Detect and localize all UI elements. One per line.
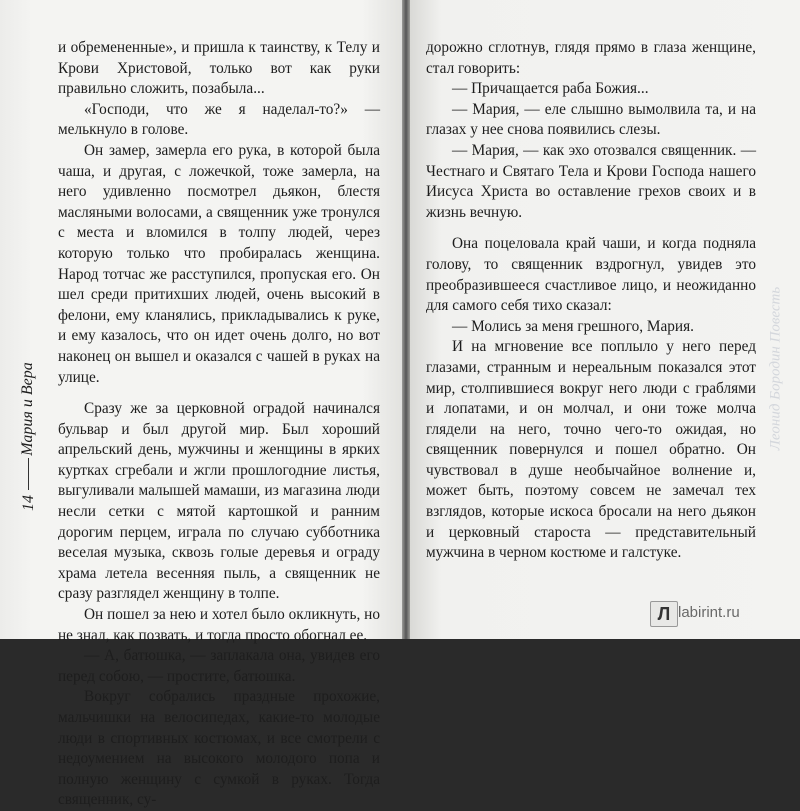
paragraph: И на мгновение все поплыло у него перед глазами, странным и нереальным показался этот мир, столпившиеся вокруг него люди с граблями и лопатами, и он молчал, и они тоже молча глядели на него, точно чего-то ожидая, но священник повернулся и пошел обратно. Он чувствовал в душе необычайное волнение и, может быть, поэтому совсем не замечал тех взглядов, которые искоса бросали на него дьякон и церковный староста — представительный мужчина в черном костюме и галстуке. <box>426 338 756 562</box>
left-body-text <box>58 38 380 811</box>
paragraph: Он замер, замерла его рука, в которой была чаша, и другая, с ложечкой, тоже замерла, на него удивленно посмотрел дьякон, блестя масляными волосами, а священник уже тронулся с места и вломился в толпу людей, через которую только что пробиралась женщина. Народ тотчас же расступился, пропуская его. Он шел среди притихших людей, очень высокий в фелони, ему кланялись, прикладывались к руке, и ему казалось, что он идет очень долго, но вот наконец он вышел и оказался с чашей в руках на улице. <box>58 141 380 386</box>
watermark-text: labirint.ru <box>678 604 740 621</box>
paragraph: дорожно сглотнув, глядя прямо в глаза женщине, стал говорить: <box>426 39 756 77</box>
paragraph: — Молись за меня грешного, Мария. <box>452 317 694 335</box>
paragraph: Он пошел за нею и хотел было окликнуть, но не знал, как позвать, и тогда просто обогнал ее. <box>58 606 380 644</box>
right-page <box>410 0 800 639</box>
paragraph: Вокруг собрались праздные прохожие, мальчишки на велосипедах, какие-то молодые люди в спортивных костюмах, и все смотрели с недоумением на высокого молодого попа и полную женщину с сумкой в руках. Тогда священник, су- <box>58 688 380 809</box>
right-body-text <box>426 38 756 564</box>
paragraph: — Мария, — еле слышно вымолвила та, и на глазах у нее снова появились слезы. <box>426 100 756 139</box>
show-through-label: Леонид Бородин Повесть <box>767 286 784 451</box>
paragraph: — Мария, — как эхо отозвался священник. — Честнаго и Святаго Тела и Крови Господа нашего Иисуса Христа во оставление грехов своих и в жизнь вечную. <box>426 141 756 221</box>
paragraph: Она поцеловала край чаши, и когда подняла голову, то священник вздрогнул, увидев это преобразившееся счастливое лицо, и неожиданно для самого себя тихо сказал: <box>426 235 756 315</box>
paragraph: — Причащается раба Божия... <box>452 80 649 98</box>
show-through-text <box>766 250 786 490</box>
running-title: Мария и Вера <box>19 362 36 456</box>
page-number: 14 <box>20 495 37 511</box>
paragraph: Сразу же за церковной оградой начинался бульвар и был другой мир. Был хороший апрельский день, мужчины и женщины в ярких куртках сгребали и жгли прошлогодние листья, выгуливали малышей мамаши, из магазина люди несли сетки с мятой картошкой и ранним дорогим перцем, играла по случаю субботника веселая музыка, сквозь голые деревья и ограду храма летела весенняя пыль, а священник не сразу разглядел женщину в толпе. <box>58 400 380 603</box>
paragraph: «Господи, что же я наделал-то?» — мелькнуло в голове. <box>58 100 380 139</box>
book-gutter <box>402 0 410 639</box>
paragraph: — А, батюшка, — заплакала она, увидев его перед собою, — простите, батюшка. <box>58 647 380 685</box>
running-rule <box>28 458 29 490</box>
running-head <box>18 360 38 511</box>
paragraph: и обремененные», и пришла к таинству, к Телу и Крови Христовой, только вот как руки правильно сложить, позабыла... <box>58 39 380 98</box>
labirint-logo-icon: Л <box>650 601 678 627</box>
